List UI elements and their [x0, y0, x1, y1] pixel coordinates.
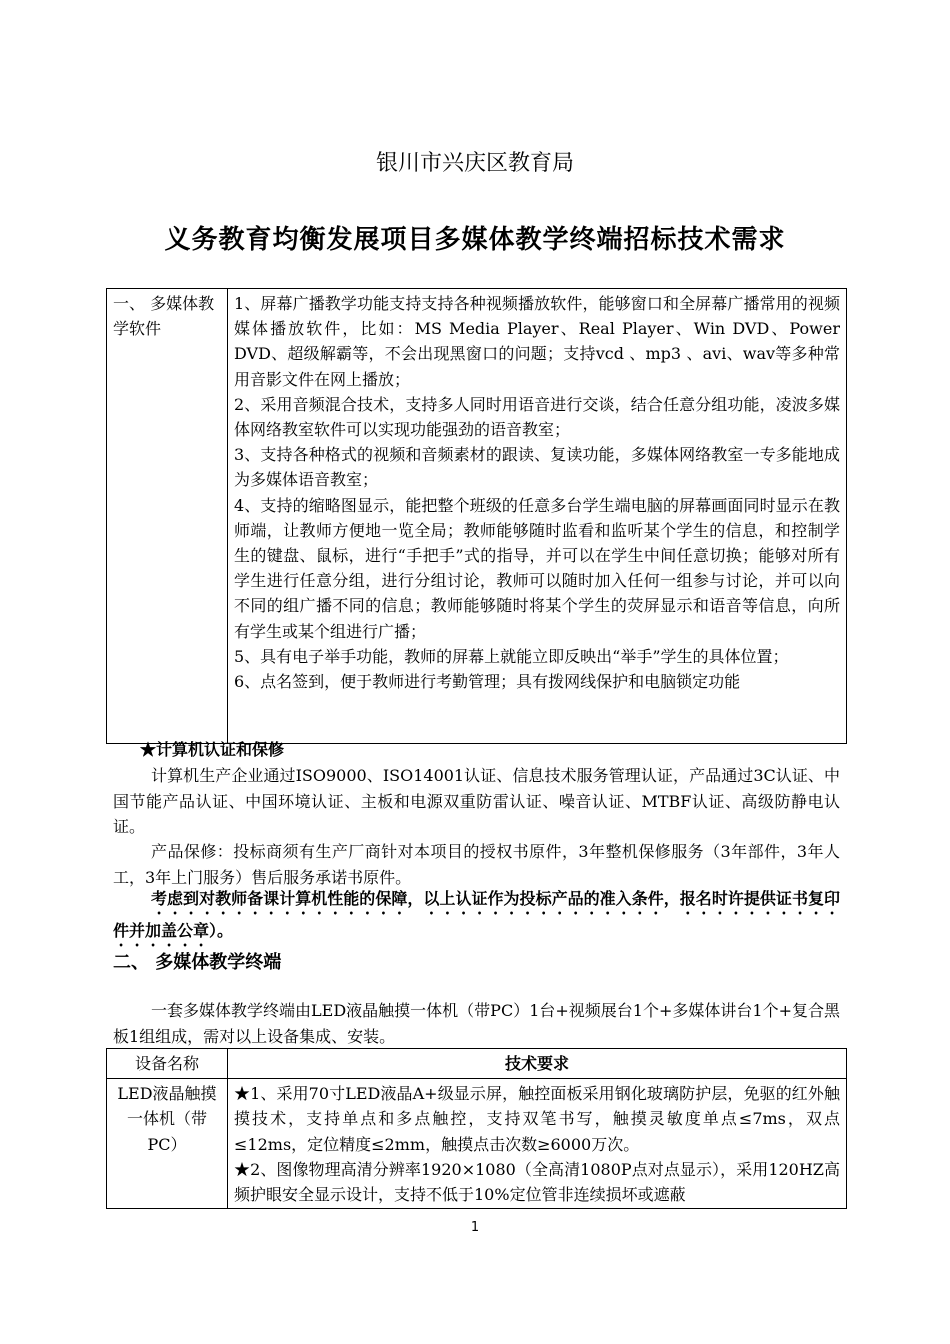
list-item: 5、具有电子举手功能，教师的屏幕上就能立即反映出“举手”学生的具体位置； [234, 646, 789, 666]
list-item: 6、点名签到，便于教师进行考勤管理；具有拨网线保护和电脑锁定功能 [234, 672, 741, 692]
section-heading: 二、 多媒体教学终端 [113, 952, 282, 973]
issuer-title: 银川市兴庆区教育局 [375, 151, 574, 176]
requirements-cell [228, 1079, 847, 1209]
column-header-requirements: 技术要求 [228, 1049, 847, 1079]
device-name-cell: LED液晶触摸一体机（带PC） [107, 1079, 228, 1209]
list-item: 1、屏幕广播教学功能支持支持各种视频播放软件，能够窗口和全屏幕广播常用的视频媒体播放软件，比如：MS Media Player、Real Player、Win DVD、Power DVD、超级解霸等，不会出现黑窗口的问题；支持vcd 、mp3 、avi、wav等多种常用音影文件在网上播放； [234, 294, 840, 389]
column-header-device: 设备名称 [107, 1049, 228, 1079]
list-item: ★2、图像物理高清分辨率1920×1080（全高清1080P点对点显示），采用120HZ高频护眼安全显示设计，支持不低于10%定位管非连续损坏或遮蔽 [234, 1159, 840, 1205]
list-item: ★1、采用70寸LED液晶A+级显示屏，触控面板采用钢化玻璃防护层，免驱的红外触摸技术，支持单点和多点触控，支持双笔书写，触摸灵敏度单点≤7ms，双点≤12ms，定位精度≤2mm，触摸点击次数≥6000万次。 [234, 1084, 840, 1154]
warranty-paragraph: 产品保修：投标商须有生产厂商针对本项目的授权书原件，3年整机保修服务（3年部件，3年人工，3年上门服务）售后服务承诺书原件。 [113, 842, 840, 887]
list-item: 2、采用音频混合技术，支持多人同时用语音进行交谈，结合任意分组功能，凌波多媒体网络教室软件可以实现功能强劲的语音教室； [234, 394, 840, 440]
list-item: 3、支持各种格式的视频和音频素材的跟读、复读功能，多媒体网络教室一专多能地成为多媒体语音教室； [234, 445, 840, 490]
document-title: 义务教育均衡发展项目多媒体教学终端招标技术需求 [164, 225, 786, 255]
admission-note [113, 886, 840, 950]
table-row [107, 289, 847, 744]
certification-heading: ★计算机认证和保修 [140, 740, 285, 759]
table-row [107, 1079, 847, 1209]
terminal-table [106, 1048, 847, 1209]
emphasized-text: 考虑到对教师备课计算机性能的保障，以上认证作为投标产品的准入条件，报名时许提供证书复印件并加盖公章）。 [113, 889, 840, 940]
certification-paragraph: 计算机生产企业通过ISO9000、ISO14001认证、信息技术服务管理认证，产品通过3C认证、中国节能产品认证、中国环境认证、主板和电源双重防雷认证、噪音认证、MTBF认证、高级防静电认证。 [113, 766, 840, 836]
list-item: 4、支持的缩略图显示，能把整个班级的任意多台学生端电脑的屏幕画面同时显示在教师端，让教师方便地一览全局；教师能够随时监看和监听某个学生的信息，和控制学生的键盘、鼠标，进行“手把手”式的指导，并可以在学生中间任意切换；能够对所有学生进行任意分组，进行分组讨论，教师可以随时加入任何一组参与讨论，并可以向不同的组广播不同的信息；教师能够随时将某个学生的荧屏显示和语音等信息，向所有学生或某个组进行广播； [234, 495, 840, 641]
software-table [106, 288, 847, 744]
page-number: 1 [470, 1220, 480, 1235]
table-header-row [107, 1049, 847, 1079]
software-requirements-cell [228, 289, 847, 744]
section-label-cell: 一、 多媒体教学软件 [107, 289, 228, 744]
terminal-intro: 一套多媒体教学终端由LED液晶触摸一体机（带PC）1台+视频展台1个+多媒体讲台1个+复合黑板1组组成，需对以上设备集成、安装。 [113, 1001, 840, 1046]
